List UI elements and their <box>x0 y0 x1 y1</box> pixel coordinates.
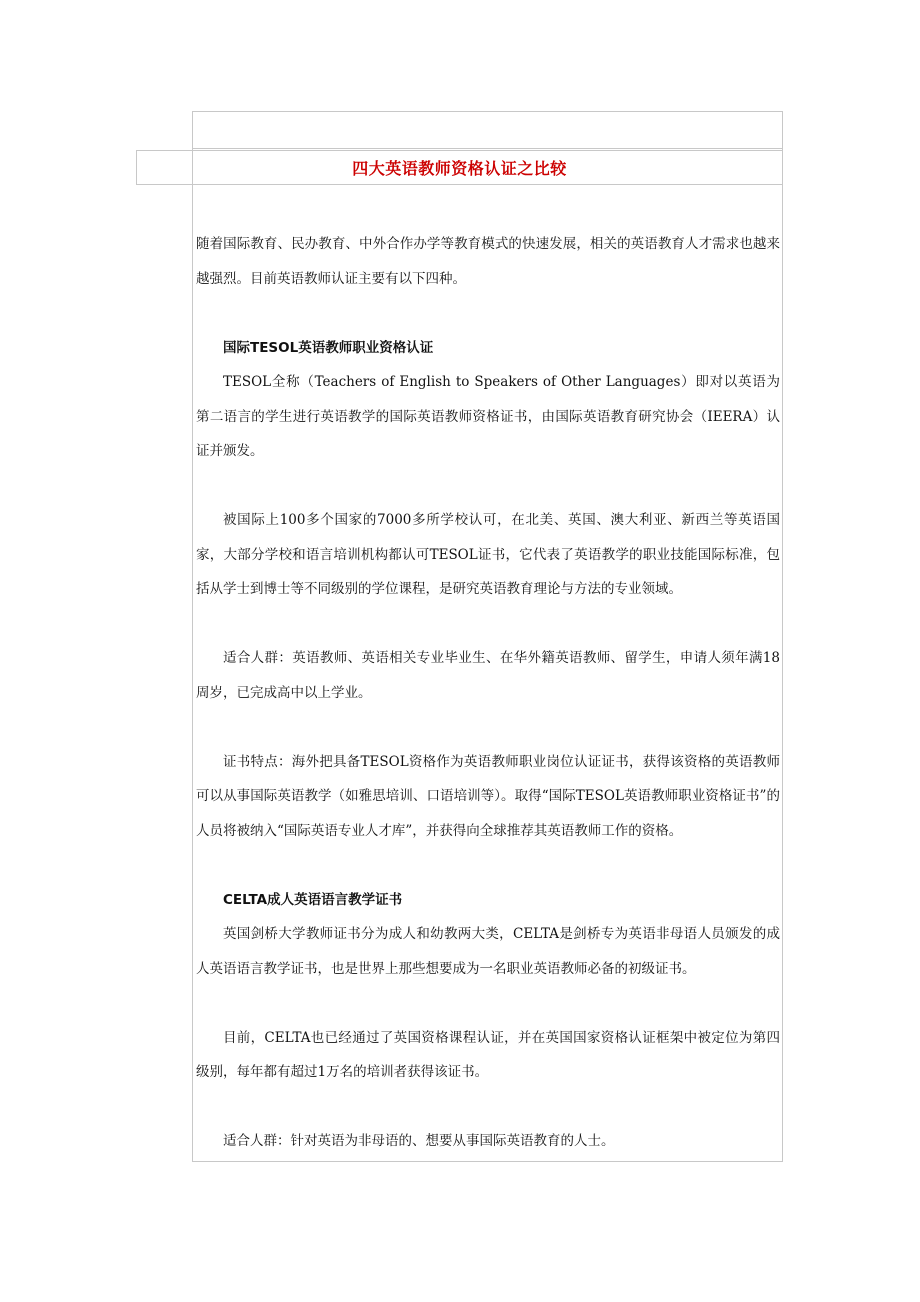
celta-paragraph-2: 目前，CELTA也已经通过了英国资格课程认证，并在英国国家资格认证框架中被定位为第四级别，每年都有超过1万名的培训者获得该证书。 <box>196 1029 780 1080</box>
spacer <box>196 296 780 331</box>
celta-paragraph-1: 英国剑桥大学教师证书分为成人和幼教两大类，CELTA是剑桥专为英语非母语人员颁发的成人英语语言教学证书，也是世界上那些想要成为一名职业英语教师必备的初级证书。 <box>196 926 780 977</box>
tesol-paragraph-3: 适合人群：英语教师、英语相关专业毕业生、在华外籍英语教师、留学生，申请人须年满18周岁，已完成高中以上学业。 <box>196 650 780 701</box>
page-title: 四大英语教师资格认证之比较 <box>352 159 567 178</box>
spacer <box>196 607 780 642</box>
title-bar <box>136 150 783 185</box>
tesol-paragraph-1: TESOL全称（Teachers of English to Speakers of Other Languages）即对以英语为第二语言的学生进行英语教学的国际英语教师资格证书，由国际英语教育研究协会（IEERA）认证并颁发。 <box>196 374 780 459</box>
celta-heading: CELTA成人英语语言教学证书 <box>223 891 403 908</box>
header-empty-cell <box>192 111 783 149</box>
tesol-paragraph-4: 证书特点：海外把具备TESOL资格作为英语教师职业岗位认证证书，获得该资格的英语教师可以从事国际英语教学（如雅思培训、口语培训等）。取得“国际TESOL英语教师职业资格证书”的人员将被纳入“国际英语专业人才库”，并获得向全球推荐其英语教师工作的资格。 <box>196 753 780 839</box>
tesol-paragraph-2: 被国际上100多个国家的7000多所学校认可，在北美、英国、澳大利亚、新西兰等英语国家，大部分学校和语言培训机构都认可TESOL证书，它代表了英语教学的职业技能国际标准，包括从学士到博士等不同级别的学位课程，是研究英语教育理论与方法的专业领域。 <box>196 512 780 597</box>
tesol-heading: 国际TESOL英语教师职业资格认证 <box>223 339 434 356</box>
spacer <box>196 848 780 883</box>
article-body <box>196 227 780 1159</box>
spacer <box>196 710 780 745</box>
spacer <box>196 986 780 1021</box>
celta-paragraph-3: 适合人群：针对英语为非母语的、想要从事国际英语教育的人士。 <box>223 1133 615 1149</box>
spacer <box>196 1090 780 1125</box>
intro-paragraph: 随着国际教育、民办教育、中外合作办学等教育模式的快速发展，相关的英语教育人才需求也越来越强烈。目前英语教师认证主要有以下四种。 <box>196 236 780 287</box>
spacer <box>196 469 780 504</box>
